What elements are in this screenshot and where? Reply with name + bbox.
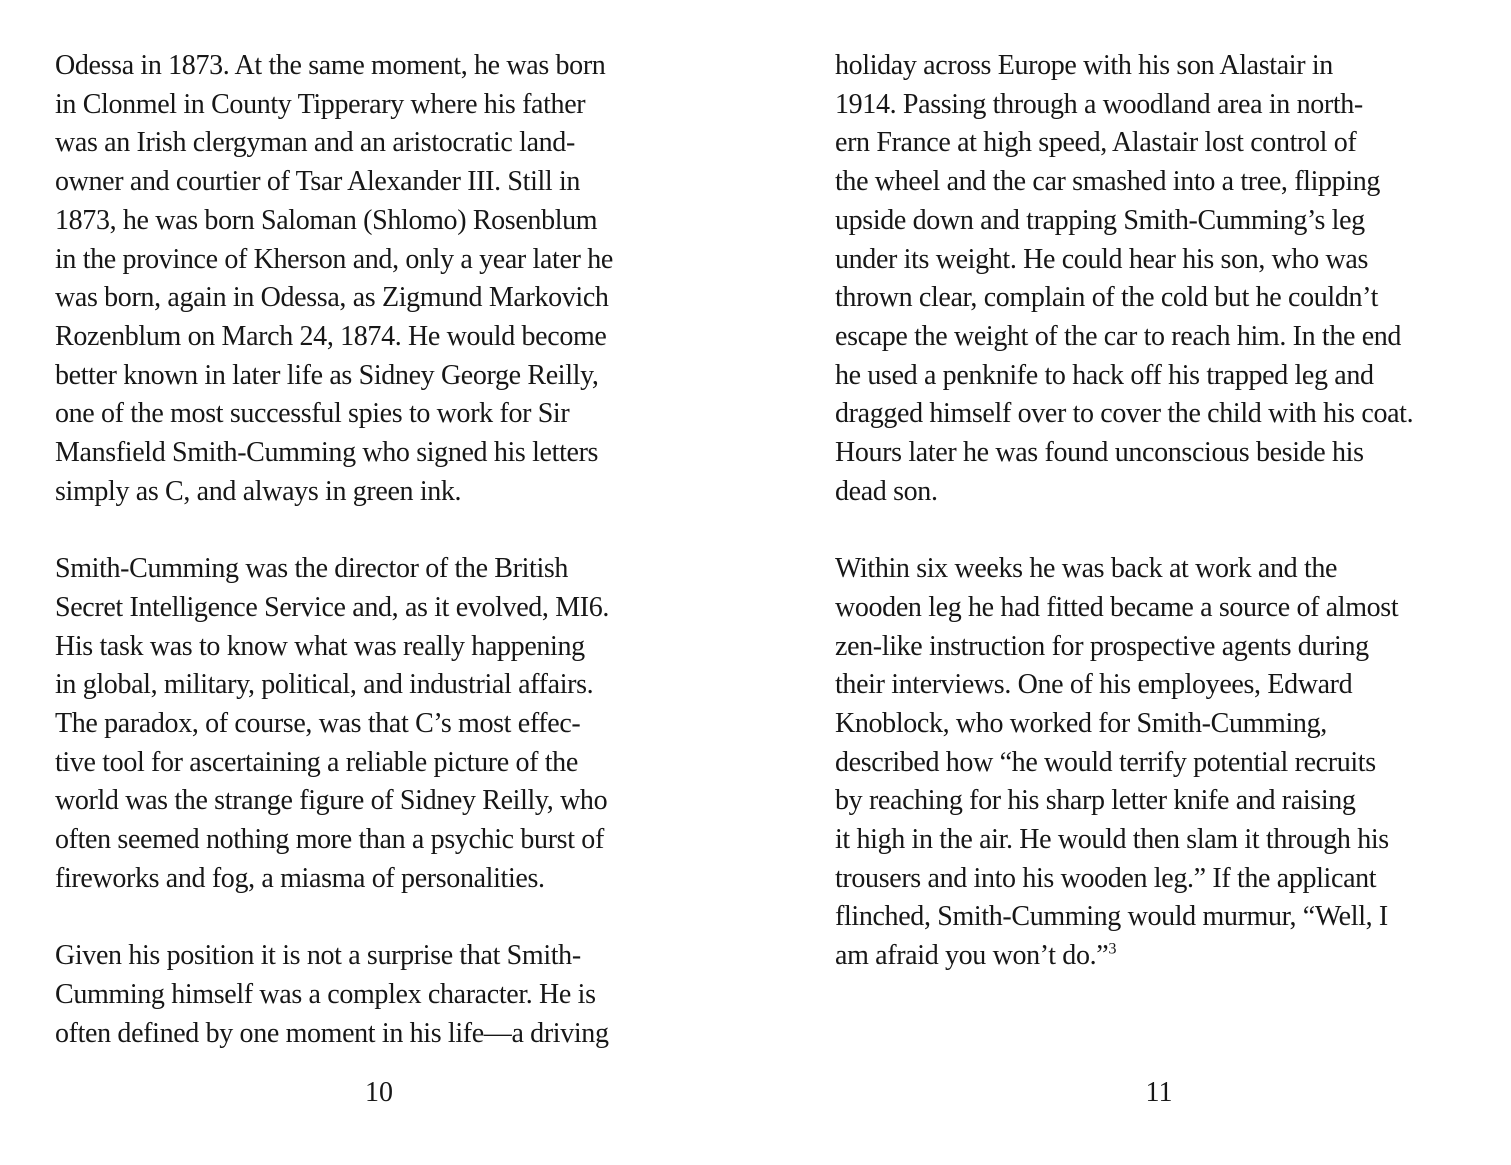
text-line: His task was to know what was really happening — [55, 630, 585, 662]
text-line: the wheel and the car smashed into a tree, flipping — [835, 166, 1381, 198]
text-line: described how “he would terrify potential recruits — [835, 746, 1376, 778]
text-line: dragged himself over to cover the child with his coat. — [835, 398, 1414, 430]
footnote-marker: 3 — [1108, 939, 1117, 958]
text-line: often defined by one moment in his life—a driving — [55, 1017, 609, 1049]
text-line: fireworks and fog, a miasma of personalities. — [55, 862, 545, 894]
text-line: Secret Intelligence Service and, as it evolved, MI6. — [55, 591, 610, 623]
text-line: in global, military, political, and industrial affairs. — [55, 669, 594, 701]
text-line: Mansfield Smith-Cumming who signed his letters — [55, 437, 599, 469]
text-line: Rozenblum on March 24, 1874. He would become — [55, 320, 607, 352]
text-line: in Clonmel in County Tipperary where his father — [55, 88, 586, 120]
text-line: their interviews. One of his employees, Edward — [835, 669, 1353, 701]
text-line: better known in later life as Sidney George Reilly, — [55, 359, 599, 391]
paragraph — [55, 937, 613, 1053]
text-line: thrown clear, complain of the cold but he couldn’t — [835, 282, 1379, 314]
text-line: Within six weeks he was back at work and the — [835, 553, 1338, 585]
page-right — [835, 0, 1483, 1165]
text-line: Smith-Cumming was the director of the British — [55, 553, 569, 585]
text-line: owner and courtier of Tsar Alexander III. Still in — [55, 166, 581, 198]
text-line: dead son. — [835, 475, 938, 507]
text-line: often seemed nothing more than a psychic burst of — [55, 824, 604, 856]
page-number-right: 11 — [1145, 1077, 1173, 1108]
paragraph — [835, 550, 1413, 976]
paragraph — [55, 47, 613, 511]
text-line: was born, again in Odessa, as Zigmund Markovich — [55, 282, 609, 314]
text-line: Cumming himself was a complex character. He is — [55, 978, 596, 1010]
text-line: ern France at high speed, Alastair lost control of — [835, 127, 1357, 159]
text-line: am afraid you won’t do.”$^3$ — [835, 939, 1117, 972]
text-line: wooden leg he had fitted became a source of almost — [835, 591, 1399, 623]
text-line: by reaching for his sharp letter knife and raising — [835, 785, 1356, 817]
text-line: Given his position it is not a surprise that Smith- — [55, 940, 581, 972]
text-line: Odessa in 1873. At the same moment, he was born — [55, 50, 606, 81]
page-right-text — [835, 47, 1413, 976]
text-line: tive tool for ascertaining a reliable picture of the — [55, 746, 578, 778]
text-line: upside down and trapping Smith-Cumming’s leg — [835, 204, 1365, 236]
text-line: 1914. Passing through a woodland area in north- — [835, 88, 1363, 120]
text-line: flinched, Smith-Cumming would murmur, “Well, I — [835, 901, 1388, 933]
text-line: world was the strange figure of Sidney Reilly, who — [55, 785, 608, 817]
text-line: holiday across Europe with his son Alastair in — [835, 50, 1333, 81]
page-left — [55, 0, 703, 1165]
text-line: The paradox, of course, was that C’s most effec- — [55, 707, 581, 739]
page-left-text — [55, 47, 613, 1053]
text-line: Knoblock, who worked for Smith-Cumming, — [835, 707, 1327, 739]
text-line: he used a penknife to hack off his trapped leg and — [835, 359, 1374, 391]
paragraph — [835, 47, 1413, 511]
text-line: trousers and into his wooden leg.” If the applicant — [835, 862, 1377, 894]
paragraph — [55, 550, 613, 898]
text-line: it high in the air. He would then slam it through his — [835, 824, 1389, 856]
text-line: Hours later he was found unconscious beside his — [835, 437, 1364, 469]
text-line: zen-like instruction for prospective agents during — [835, 630, 1369, 662]
text-line: 1873, he was born Saloman (Shlomo) Rosenblum — [55, 204, 598, 236]
text-line: was an Irish clergyman and an aristocratic land- — [55, 127, 575, 159]
text-line: in the province of Kherson and, only a year later he — [55, 243, 613, 275]
text-line: escape the weight of the car to reach him. In the end — [835, 320, 1402, 352]
text-line: simply as C, and always in green ink. — [55, 475, 462, 507]
text-line: one of the most successful spies to work for Sir — [55, 398, 570, 430]
page-number-left: 10 — [365, 1077, 393, 1108]
text-line: under its weight. He could hear his son, who was — [835, 243, 1368, 275]
